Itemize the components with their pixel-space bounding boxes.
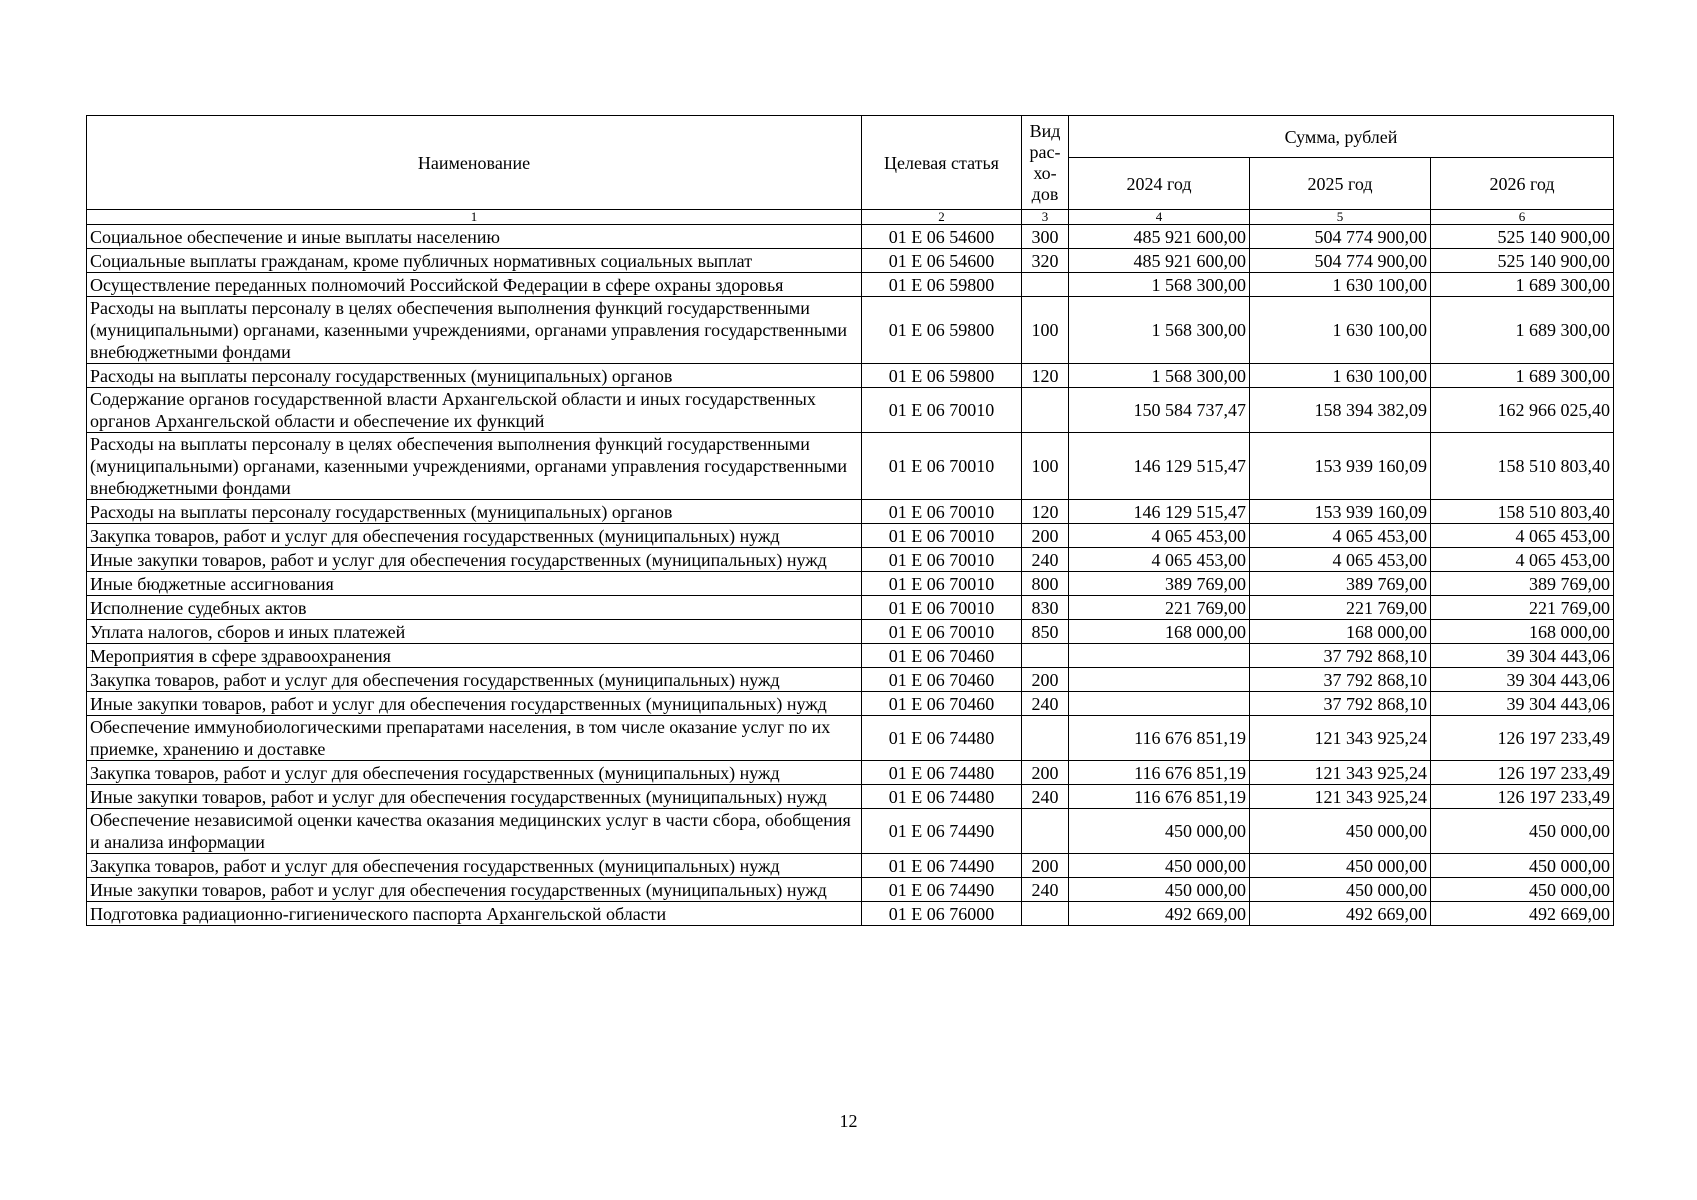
row-amount-2026: 39 304 443,06 (1431, 644, 1614, 668)
table-row (87, 692, 1614, 716)
row-amount-2024: 4 065 453,00 (1069, 524, 1250, 548)
row-amount-2026: 1 689 300,00 (1431, 364, 1614, 388)
row-amount-2025: 37 792 868,10 (1250, 668, 1431, 692)
row-target-article: 01 Е 06 74480 (862, 785, 1022, 809)
row-expense-type: 240 (1022, 548, 1069, 572)
header-target-article: Целевая статья (862, 116, 1022, 210)
table-row (87, 785, 1614, 809)
row-target-article: 01 Е 06 54600 (862, 249, 1022, 273)
column-number: 6 (1431, 210, 1614, 225)
table-row (87, 668, 1614, 692)
row-amount-2026: 450 000,00 (1431, 809, 1614, 854)
table-row (87, 297, 1614, 364)
row-amount-2025: 168 000,00 (1250, 620, 1431, 644)
row-target-article: 01 Е 06 70010 (862, 620, 1022, 644)
row-amount-2024: 116 676 851,19 (1069, 785, 1250, 809)
row-amount-2025: 4 065 453,00 (1250, 548, 1431, 572)
row-amount-2024: 1 568 300,00 (1069, 273, 1250, 297)
row-amount-2026: 525 140 900,00 (1431, 225, 1614, 249)
budget-table (86, 115, 1614, 926)
row-amount-2024: 492 669,00 (1069, 902, 1250, 926)
row-amount-2025: 158 394 382,09 (1250, 388, 1431, 433)
header-year-2026: 2026 год (1431, 158, 1614, 210)
column-number: 5 (1250, 210, 1431, 225)
row-amount-2025: 492 669,00 (1250, 902, 1431, 926)
table-row (87, 273, 1614, 297)
row-amount-2026: 126 197 233,49 (1431, 716, 1614, 761)
header-name: Наименование (87, 116, 862, 210)
row-amount-2025: 1 630 100,00 (1250, 364, 1431, 388)
table-row (87, 620, 1614, 644)
row-expense-type: 240 (1022, 878, 1069, 902)
row-amount-2024: 146 129 515,47 (1069, 500, 1250, 524)
row-expense-type: 120 (1022, 500, 1069, 524)
row-name: Расходы на выплаты персоналу в целях обеспечения выполнения функций государственными (муниципальными) органами, казенными учреждениями, органами управления государственными внебюджетными фондами (87, 433, 862, 500)
table-row (87, 716, 1614, 761)
row-amount-2026: 221 769,00 (1431, 596, 1614, 620)
row-name: Иные закупки товаров, работ и услуг для обеспечения государственных (муниципальных) нужд (87, 785, 862, 809)
row-name: Мероприятия в сфере здравоохранения (87, 644, 862, 668)
row-target-article: 01 Е 06 70010 (862, 500, 1022, 524)
row-target-article: 01 Е 06 59800 (862, 364, 1022, 388)
row-target-article: 01 Е 06 74480 (862, 716, 1022, 761)
row-amount-2026: 450 000,00 (1431, 878, 1614, 902)
table-body (87, 225, 1614, 926)
row-name: Расходы на выплаты персоналу государственных (муниципальных) органов (87, 500, 862, 524)
row-amount-2024: 450 000,00 (1069, 878, 1250, 902)
row-target-article: 01 Е 06 70460 (862, 644, 1022, 668)
row-target-article: 01 Е 06 70010 (862, 524, 1022, 548)
row-amount-2026: 168 000,00 (1431, 620, 1614, 644)
row-amount-2026: 492 669,00 (1431, 902, 1614, 926)
row-amount-2024: 450 000,00 (1069, 854, 1250, 878)
row-amount-2025: 1 630 100,00 (1250, 273, 1431, 297)
table-header (87, 116, 1614, 225)
row-name: Расходы на выплаты персоналу государственных (муниципальных) органов (87, 364, 862, 388)
row-name: Социальные выплаты гражданам, кроме публичных нормативных социальных выплат (87, 249, 862, 273)
row-amount-2025: 153 939 160,09 (1250, 500, 1431, 524)
row-name: Иные бюджетные ассигнования (87, 572, 862, 596)
row-amount-2024: 168 000,00 (1069, 620, 1250, 644)
row-amount-2026: 39 304 443,06 (1431, 692, 1614, 716)
row-name: Обеспечение независимой оценки качества оказания медицинских услуг в части сбора, обобщения и анализа информации (87, 809, 862, 854)
table-row (87, 902, 1614, 926)
row-amount-2024: 485 921 600,00 (1069, 249, 1250, 273)
table-row (87, 548, 1614, 572)
row-name: Уплата налогов, сборов и иных платежей (87, 620, 862, 644)
table-row (87, 878, 1614, 902)
table-row (87, 644, 1614, 668)
table-row (87, 364, 1614, 388)
row-amount-2024 (1069, 668, 1250, 692)
table-row (87, 572, 1614, 596)
table-row (87, 433, 1614, 500)
header-sum: Сумма, рублей (1069, 116, 1614, 158)
row-name: Закупка товаров, работ и услуг для обеспечения государственных (муниципальных) нужд (87, 761, 862, 785)
table-row (87, 854, 1614, 878)
row-expense-type (1022, 388, 1069, 433)
row-amount-2025: 389 769,00 (1250, 572, 1431, 596)
table-row (87, 225, 1614, 249)
row-amount-2025: 121 343 925,24 (1250, 785, 1431, 809)
row-target-article: 01 Е 06 70460 (862, 692, 1022, 716)
row-amount-2026: 158 510 803,40 (1431, 433, 1614, 500)
row-amount-2026: 4 065 453,00 (1431, 548, 1614, 572)
row-amount-2026: 126 197 233,49 (1431, 785, 1614, 809)
row-target-article: 01 Е 06 74480 (862, 761, 1022, 785)
row-amount-2024: 150 584 737,47 (1069, 388, 1250, 433)
table-row (87, 500, 1614, 524)
row-amount-2026: 389 769,00 (1431, 572, 1614, 596)
row-name: Исполнение судебных актов (87, 596, 862, 620)
header-expense-type: Вид рас-хо-дов (1022, 116, 1069, 210)
row-amount-2024: 485 921 600,00 (1069, 225, 1250, 249)
row-amount-2024: 389 769,00 (1069, 572, 1250, 596)
row-expense-type: 300 (1022, 225, 1069, 249)
table-row (87, 809, 1614, 854)
row-expense-type (1022, 902, 1069, 926)
header-year-2025: 2025 год (1250, 158, 1431, 210)
row-target-article: 01 Е 06 74490 (862, 854, 1022, 878)
row-amount-2024: 146 129 515,47 (1069, 433, 1250, 500)
row-amount-2025: 121 343 925,24 (1250, 761, 1431, 785)
row-amount-2024 (1069, 644, 1250, 668)
table-row (87, 761, 1614, 785)
row-expense-type: 100 (1022, 297, 1069, 364)
row-expense-type: 200 (1022, 668, 1069, 692)
row-target-article: 01 Е 06 70010 (862, 388, 1022, 433)
row-amount-2025: 504 774 900,00 (1250, 249, 1431, 273)
row-name: Иные закупки товаров, работ и услуг для обеспечения государственных (муниципальных) нужд (87, 878, 862, 902)
row-expense-type: 200 (1022, 854, 1069, 878)
row-expense-type: 200 (1022, 524, 1069, 548)
row-name: Закупка товаров, работ и услуг для обеспечения государственных (муниципальных) нужд (87, 854, 862, 878)
row-amount-2026: 162 966 025,40 (1431, 388, 1614, 433)
row-target-article: 01 Е 06 76000 (862, 902, 1022, 926)
table-row (87, 596, 1614, 620)
row-name: Расходы на выплаты персоналу в целях обеспечения выполнения функций государственными (муниципальными) органами, казенными учреждениями, органами управления государственными внебюджетными фондами (87, 297, 862, 364)
row-expense-type (1022, 809, 1069, 854)
row-name: Иные закупки товаров, работ и услуг для обеспечения государственных (муниципальных) нужд (87, 692, 862, 716)
row-target-article: 01 Е 06 70460 (862, 668, 1022, 692)
row-amount-2026: 525 140 900,00 (1431, 249, 1614, 273)
row-amount-2026: 4 065 453,00 (1431, 524, 1614, 548)
row-amount-2024 (1069, 692, 1250, 716)
column-number: 3 (1022, 210, 1069, 225)
row-amount-2026: 1 689 300,00 (1431, 297, 1614, 364)
row-expense-type: 800 (1022, 572, 1069, 596)
row-amount-2025: 121 343 925,24 (1250, 716, 1431, 761)
table-row (87, 249, 1614, 273)
row-target-article: 01 Е 06 54600 (862, 225, 1022, 249)
row-expense-type: 320 (1022, 249, 1069, 273)
page-number: 12 (839, 1111, 858, 1131)
row-amount-2024: 116 676 851,19 (1069, 761, 1250, 785)
row-name: Обеспечение иммунобиологическими препаратами населения, в том числе оказание услуг по их приемке, хранению и доставке (87, 716, 862, 761)
row-name: Осуществление переданных полномочий Российской Федерации в сфере охраны здоровья (87, 273, 862, 297)
row-expense-type (1022, 716, 1069, 761)
row-name: Содержание органов государственной власти Архангельской области и иных государственных органов Архангельской области и обеспечение их функций (87, 388, 862, 433)
column-number: 2 (862, 210, 1022, 225)
row-target-article: 01 Е 06 70010 (862, 596, 1022, 620)
table-row (87, 388, 1614, 433)
row-name: Закупка товаров, работ и услуг для обеспечения государственных (муниципальных) нужд (87, 524, 862, 548)
row-target-article: 01 Е 06 59800 (862, 297, 1022, 364)
row-amount-2025: 4 065 453,00 (1250, 524, 1431, 548)
row-expense-type: 830 (1022, 596, 1069, 620)
row-amount-2026: 158 510 803,40 (1431, 500, 1614, 524)
row-name: Иные закупки товаров, работ и услуг для обеспечения государственных (муниципальных) нужд (87, 548, 862, 572)
row-amount-2024: 221 769,00 (1069, 596, 1250, 620)
row-target-article: 01 Е 06 59800 (862, 273, 1022, 297)
row-amount-2025: 504 774 900,00 (1250, 225, 1431, 249)
row-amount-2025: 37 792 868,10 (1250, 692, 1431, 716)
row-expense-type (1022, 644, 1069, 668)
row-expense-type: 100 (1022, 433, 1069, 500)
row-amount-2026: 126 197 233,49 (1431, 761, 1614, 785)
row-amount-2025: 153 939 160,09 (1250, 433, 1431, 500)
row-name: Социальное обеспечение и иные выплаты населению (87, 225, 862, 249)
row-expense-type: 240 (1022, 692, 1069, 716)
row-amount-2026: 39 304 443,06 (1431, 668, 1614, 692)
row-target-article: 01 Е 06 70010 (862, 572, 1022, 596)
row-amount-2025: 450 000,00 (1250, 854, 1431, 878)
row-amount-2024: 1 568 300,00 (1069, 364, 1250, 388)
row-expense-type (1022, 273, 1069, 297)
row-target-article: 01 Е 06 74490 (862, 809, 1022, 854)
row-expense-type: 850 (1022, 620, 1069, 644)
header-year-2024: 2024 год (1069, 158, 1250, 210)
column-number: 1 (87, 210, 862, 225)
row-amount-2024: 4 065 453,00 (1069, 548, 1250, 572)
row-target-article: 01 Е 06 74490 (862, 878, 1022, 902)
row-expense-type: 120 (1022, 364, 1069, 388)
row-amount-2024: 450 000,00 (1069, 809, 1250, 854)
row-amount-2026: 450 000,00 (1431, 854, 1614, 878)
row-amount-2024: 1 568 300,00 (1069, 297, 1250, 364)
row-amount-2026: 1 689 300,00 (1431, 273, 1614, 297)
row-expense-type: 200 (1022, 761, 1069, 785)
row-amount-2024: 116 676 851,19 (1069, 716, 1250, 761)
table-row (87, 524, 1614, 548)
column-number-row (87, 210, 1614, 225)
row-name: Подготовка радиационно-гигиенического паспорта Архангельской области (87, 902, 862, 926)
row-expense-type: 240 (1022, 785, 1069, 809)
column-number: 4 (1069, 210, 1250, 225)
row-amount-2025: 37 792 868,10 (1250, 644, 1431, 668)
row-amount-2025: 450 000,00 (1250, 878, 1431, 902)
row-amount-2025: 221 769,00 (1250, 596, 1431, 620)
row-amount-2025: 450 000,00 (1250, 809, 1431, 854)
row-target-article: 01 Е 06 70010 (862, 433, 1022, 500)
row-name: Закупка товаров, работ и услуг для обеспечения государственных (муниципальных) нужд (87, 668, 862, 692)
row-amount-2025: 1 630 100,00 (1250, 297, 1431, 364)
row-target-article: 01 Е 06 70010 (862, 548, 1022, 572)
